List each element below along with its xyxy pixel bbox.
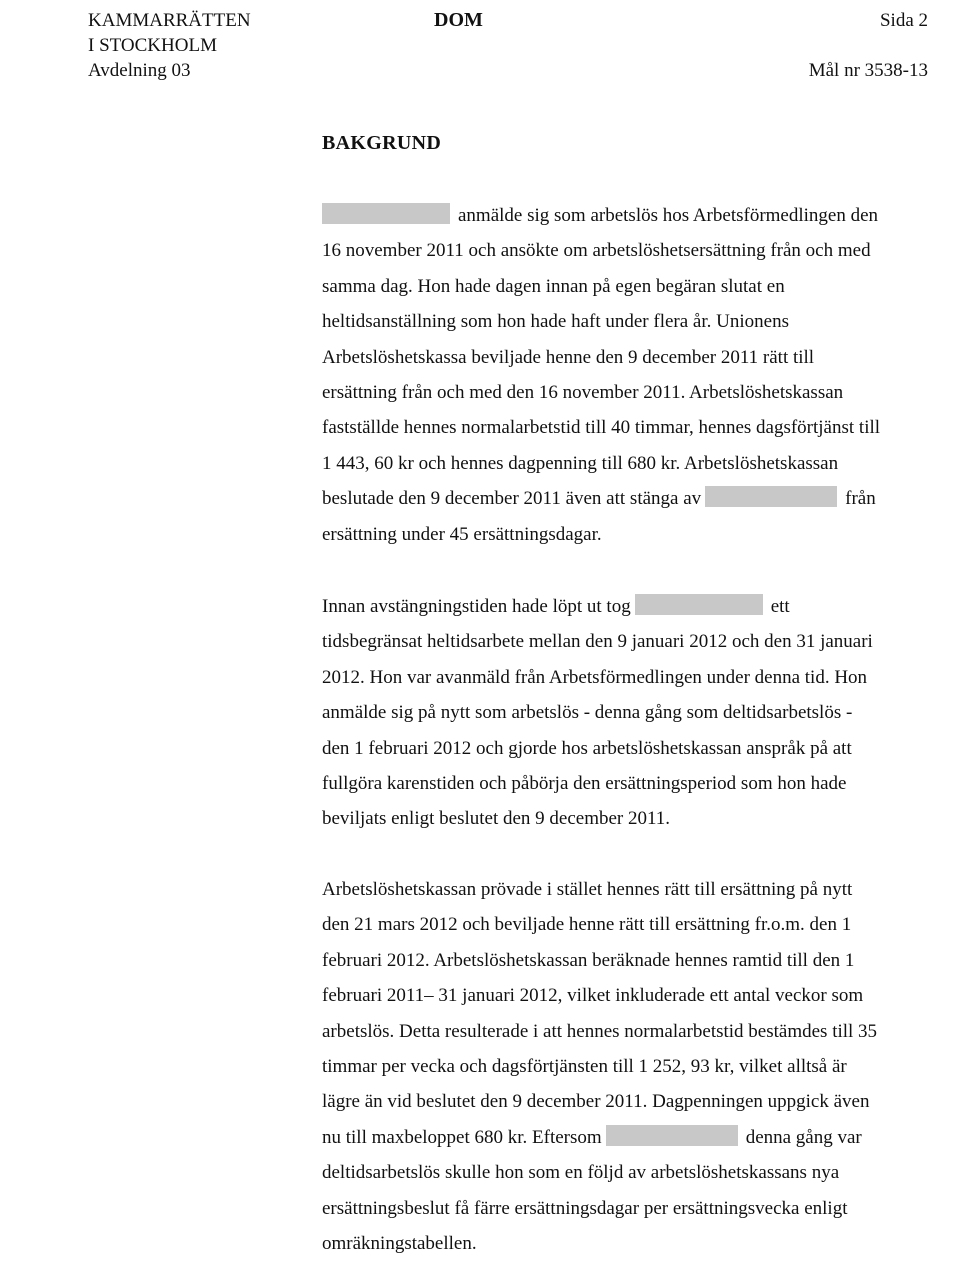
text-line	[322, 589, 922, 624]
paragraph-1	[322, 198, 922, 552]
text-line: 2012. Hon var avanmäld från Arbetsförmedlingen under denna tid. Hon	[322, 666, 868, 688]
text-line: februari 2011– 31 januari 2012, vilket inkluderade ett antal veckor som	[322, 985, 864, 1007]
text-line: ersättningsbeslut få färre ersättningsdagar per ersättningsvecka enligt	[322, 1197, 848, 1219]
text-line	[322, 198, 922, 233]
text-fragment: från	[845, 488, 876, 510]
redaction-block	[635, 594, 763, 615]
text-line: lägre än vid beslutet den 9 december 2011. Dagpenningen uppgick även	[322, 1091, 870, 1113]
text-line: fullgöra karenstiden och påbörja den ersättningsperiod som hon hade	[322, 773, 847, 795]
redaction-block	[606, 1125, 738, 1146]
text-line: beviljats enligt beslutet den 9 december 2011.	[322, 808, 671, 830]
redaction-block	[322, 203, 450, 224]
text-line: den 1 februari 2012 och gjorde hos arbetslöshetskassan anspråk på att	[322, 737, 852, 759]
document-type: DOM	[434, 9, 483, 31]
text-line: tidsbegränsat heltidsarbete mellan den 9 januari 2012 och den 31 januari	[322, 631, 873, 653]
page-info	[809, 8, 928, 83]
paragraph-2	[322, 589, 922, 837]
paragraph-3	[322, 872, 922, 1261]
text-line: heltidsanställning som hon hade haft under flera år. Unionens	[322, 311, 789, 333]
text-line: timmar per vecka och dagsförtjänsten till 1 252, 93 kr, vilket alltså är	[322, 1056, 847, 1078]
redaction-block	[705, 486, 837, 507]
text-line: 16 november 2011 och ansökte om arbetslöshetsersättning från och med	[322, 240, 871, 262]
text-line	[322, 1120, 922, 1155]
text-line: anmälde sig på nytt som arbetslös - denna gång som deltidsarbetslös -	[322, 702, 853, 724]
text-fragment: ett	[770, 596, 790, 617]
text-line: arbetslös. Detta resulterade i att hennes normalarbetstid bestämdes till 35	[322, 1020, 878, 1042]
text-line: ersättning från och med den 16 november 2011. Arbetslöshetskassan	[322, 382, 844, 404]
court-name-line2: I STOCKHOLM	[88, 35, 217, 56]
text-line: samma dag. Hon hade dagen innan på egen begäran slutat en	[322, 275, 785, 297]
text-fragment: Innan avstängningstiden hade löpt ut tog	[322, 596, 631, 617]
text-fragment: anmälde sig som arbetslös hos Arbetsförmedlingen den	[458, 205, 879, 226]
page-number: Sida 2	[879, 10, 928, 31]
text-line: Arbetslöshetskassan prövade i stället hennes rätt till ersättning på nytt	[322, 879, 853, 900]
text-line: den 21 mars 2012 och beviljade henne rätt till ersättning fr.o.m. den 1	[322, 914, 852, 936]
text-line	[322, 481, 922, 516]
court-name-line1: KAMMARRÄTTEN	[88, 10, 251, 31]
text-line: fastställde hennes normalarbetstid till 40 timmar, hennes dagsförtjänst till	[322, 417, 881, 439]
text-fragment: nu till maxbeloppet 680 kr. Eftersom	[322, 1126, 602, 1148]
text-fragment: denna gång var	[745, 1126, 862, 1148]
section-heading: BAKGRUND	[322, 132, 442, 154]
text-line: deltidsarbetslös skulle hon som en följd av arbetslöshetskassans nya	[322, 1162, 840, 1184]
text-line: Arbetslöshetskassa beviljade henne den 9 december 2011 rätt till	[322, 346, 815, 368]
text-line: omräkningstabellen.	[322, 1233, 477, 1255]
division: Avdelning 03	[88, 60, 191, 81]
text-line: ersättning under 45 ersättningsdagar.	[322, 523, 602, 545]
text-line: februari 2012. Arbetslöshetskassan beräknade hennes ramtid till den 1	[322, 949, 855, 971]
court-block	[88, 8, 251, 83]
text-fragment: beslutade den 9 december 2011 även att stänga av	[322, 488, 702, 510]
case-number: Mål nr 3538-13	[808, 60, 928, 81]
text-line: 1 443, 60 kr och hennes dagpenning till 680 kr. Arbetslöshetskassan	[322, 452, 839, 474]
document-header	[88, 8, 928, 88]
